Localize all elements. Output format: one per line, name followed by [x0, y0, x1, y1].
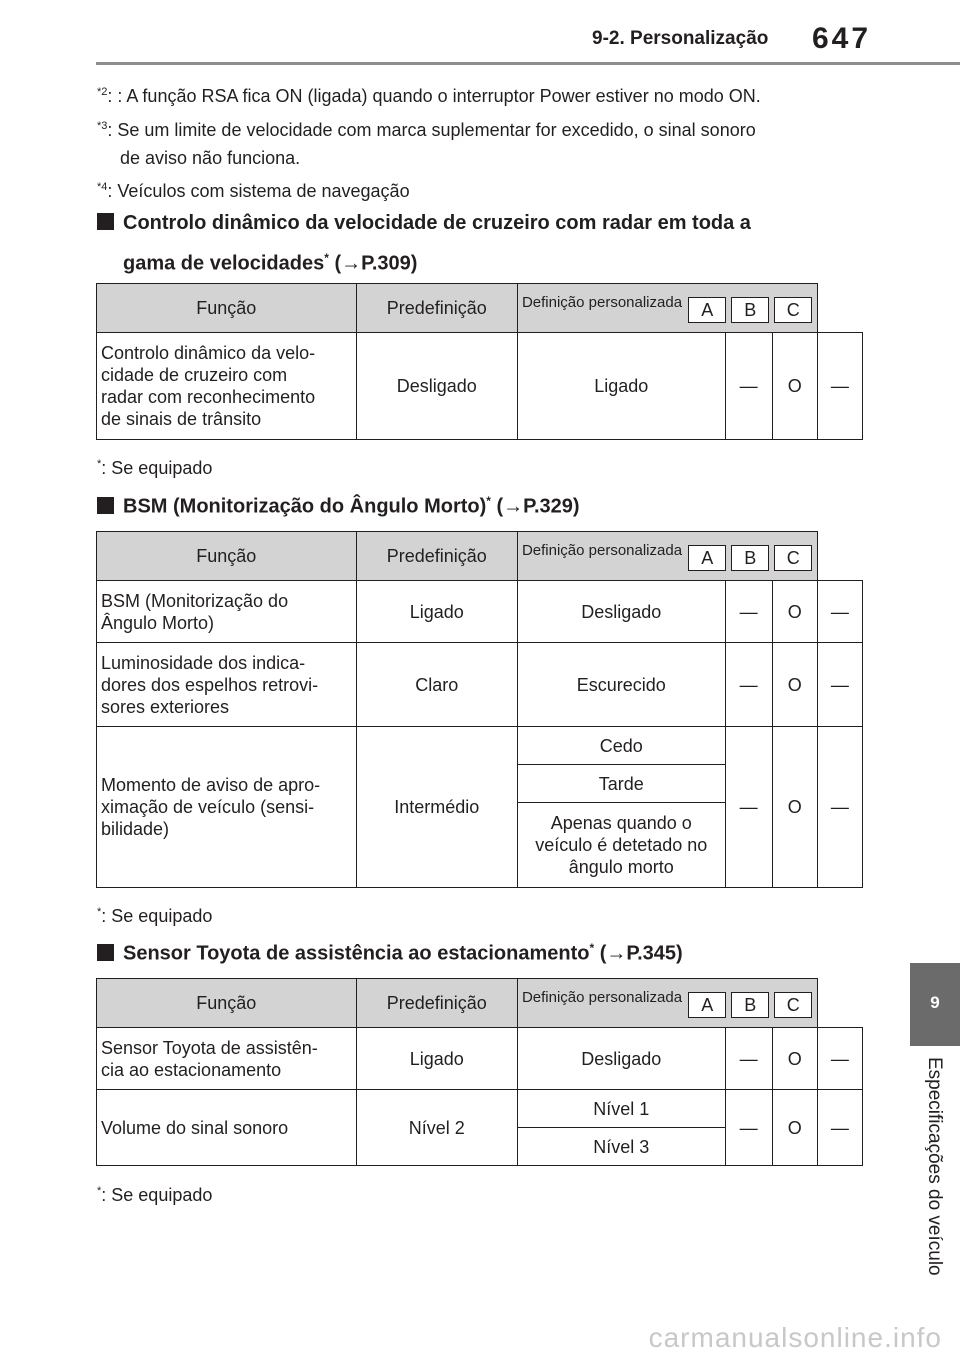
custom-cell: Ligado — [517, 333, 725, 440]
settings-table-bsm — [96, 531, 863, 888]
custom-cell: Desligado — [517, 1028, 725, 1090]
settings-table-parking — [96, 978, 863, 1166]
heading-text: Sensor Toyota de assistência ao estacionamento — [123, 942, 590, 965]
default-cell: Intermédio — [356, 727, 517, 888]
bullet-square-icon — [97, 944, 114, 961]
table-header-row — [97, 284, 863, 333]
chapter-title: Especificações do veículo — [924, 1057, 945, 1276]
default-cell: Ligado — [356, 581, 517, 643]
page-reference-link[interactable]: (→P.329) — [496, 495, 580, 518]
note-2 — [97, 76, 761, 113]
footnote-mark: * — [97, 906, 102, 918]
col-header-default: Predefinição — [356, 532, 517, 581]
note-text: : Veículos com sistema de navegação — [107, 181, 410, 201]
footnote-mark: * — [97, 458, 102, 470]
abc-boxes — [688, 545, 812, 571]
table-row — [97, 1090, 863, 1128]
footnote-bsm — [97, 896, 212, 933]
c-cell: — — [817, 1090, 862, 1166]
watermark: carmanualsonline.info — [648, 1322, 942, 1353]
custom-label: Definição personalizada — [521, 293, 683, 311]
custom-label: Definição personalizada — [521, 988, 683, 1006]
heading-star: * — [589, 941, 595, 955]
footnote-text: : Se equipado — [101, 906, 213, 926]
note-mark: *3 — [97, 120, 108, 132]
custom-option-cell: Apenas quando o veículo é detetado no ângulo morto — [517, 803, 725, 888]
default-cell: Ligado — [356, 1028, 517, 1090]
heading-star: * — [324, 251, 329, 265]
a-cell: — — [725, 1028, 772, 1090]
box-c: C — [774, 545, 812, 571]
section-heading-acc — [97, 206, 751, 282]
box-a: A — [688, 297, 726, 323]
heading-text: BSM (Monitorização do Ângulo Morto) — [123, 495, 487, 518]
col-header-custom — [517, 532, 817, 581]
chapter-number: 9 — [930, 993, 940, 1012]
function-cell: Controlo dinâmico da velo- cidade de cruzeiro com radar com reconhecimento de sinais de trânsito — [97, 333, 357, 440]
table-header-row — [97, 979, 863, 1028]
default-cell: Desligado — [356, 333, 517, 440]
box-a: A — [688, 545, 726, 571]
c-cell: — — [817, 581, 862, 643]
b-cell: O — [772, 1028, 817, 1090]
function-cell: Luminosidade dos indica- dores dos espelhos retrovi- sores exteriores — [97, 643, 357, 727]
note-3 — [97, 110, 756, 175]
b-cell: O — [772, 643, 817, 727]
table-row — [97, 727, 863, 765]
note-4 — [97, 171, 410, 208]
custom-cell: Desligado — [517, 581, 725, 643]
bullet-square-icon — [97, 213, 114, 230]
default-cell: Claro — [356, 643, 517, 727]
c-cell: — — [817, 643, 862, 727]
c-cell: — — [817, 333, 862, 440]
col-header-function: Função — [97, 979, 357, 1028]
page-reference-link[interactable]: (→P.309) — [334, 252, 418, 275]
section-heading-bsm — [97, 484, 580, 525]
a-cell: — — [725, 581, 772, 643]
box-b: B — [731, 297, 769, 323]
a-cell: — — [725, 1090, 772, 1166]
col-header-function: Função — [97, 532, 357, 581]
col-header-custom — [517, 284, 817, 333]
table-row — [97, 333, 863, 440]
function-cell: Sensor Toyota de assistên- cia ao estacionamento — [97, 1028, 357, 1090]
box-c: C — [774, 992, 812, 1018]
note-text: : Se um limite de velocidade com marca suplementar for excedido, o sinal sonoro — [107, 120, 756, 140]
note-mark: *4 — [97, 181, 108, 193]
note-mark: *2 — [97, 86, 108, 98]
a-cell: — — [725, 643, 772, 727]
settings-table-acc — [96, 283, 863, 440]
box-c: C — [774, 297, 812, 323]
function-cell: BSM (Monitorização do Ângulo Morto) — [97, 581, 357, 643]
box-b: B — [731, 545, 769, 571]
header-rule — [96, 62, 960, 65]
note-text-continued: de aviso não funciona. — [120, 148, 301, 168]
custom-option-cell: Cedo — [517, 727, 725, 765]
col-header-default: Predefinição — [356, 284, 517, 333]
function-cell: Momento de aviso de apro- ximação de veículo (sensi- bilidade) — [97, 727, 357, 888]
a-cell: — — [725, 333, 772, 440]
section-heading-parking — [97, 931, 683, 972]
b-cell: O — [772, 1090, 817, 1166]
b-cell: O — [772, 727, 817, 888]
b-cell: O — [772, 581, 817, 643]
function-cell: Volume do sinal sonoro — [97, 1090, 357, 1166]
abc-boxes — [688, 297, 812, 323]
page-header-section: 9-2. Personalização — [592, 28, 769, 49]
footnote-mark: * — [97, 1185, 102, 1197]
custom-option-cell: Nível 3 — [517, 1128, 725, 1166]
c-cell: — — [817, 727, 862, 888]
box-a: A — [688, 992, 726, 1018]
heading-star: * — [486, 494, 491, 508]
custom-label: Definição personalizada — [521, 541, 683, 559]
col-header-function: Função — [97, 284, 357, 333]
bullet-square-icon — [97, 497, 114, 514]
col-header-default: Predefinição — [356, 979, 517, 1028]
heading-text: gama de velocidades — [123, 252, 325, 275]
footnote-parking — [97, 1175, 212, 1212]
c-cell: — — [817, 1028, 862, 1090]
box-b: B — [731, 992, 769, 1018]
footnote-text: : Se equipado — [101, 1185, 213, 1205]
footnote-acc — [97, 448, 212, 485]
table-row — [97, 1028, 863, 1090]
page-reference-link[interactable]: (→P.345) — [599, 942, 683, 965]
table-row — [97, 581, 863, 643]
page-number: 647 — [812, 22, 872, 55]
b-cell: O — [772, 333, 817, 440]
note-text: : : A função RSA fica ON (ligada) quando o interruptor Power estiver no modo ON. — [107, 86, 761, 106]
a-cell: — — [725, 727, 772, 888]
abc-boxes — [688, 992, 812, 1018]
heading-text: Controlo dinâmico da velocidade de cruzeiro com radar em toda a — [123, 212, 751, 234]
custom-cell: Escurecido — [517, 643, 725, 727]
default-cell: Nível 2 — [356, 1090, 517, 1166]
footnote-text: : Se equipado — [101, 458, 213, 478]
table-row — [97, 643, 863, 727]
heading-line-2 — [97, 241, 751, 282]
custom-option-cell: Tarde — [517, 765, 725, 803]
col-header-custom — [517, 979, 817, 1028]
custom-option-cell: Nível 1 — [517, 1090, 725, 1128]
table-header-row — [97, 532, 863, 581]
